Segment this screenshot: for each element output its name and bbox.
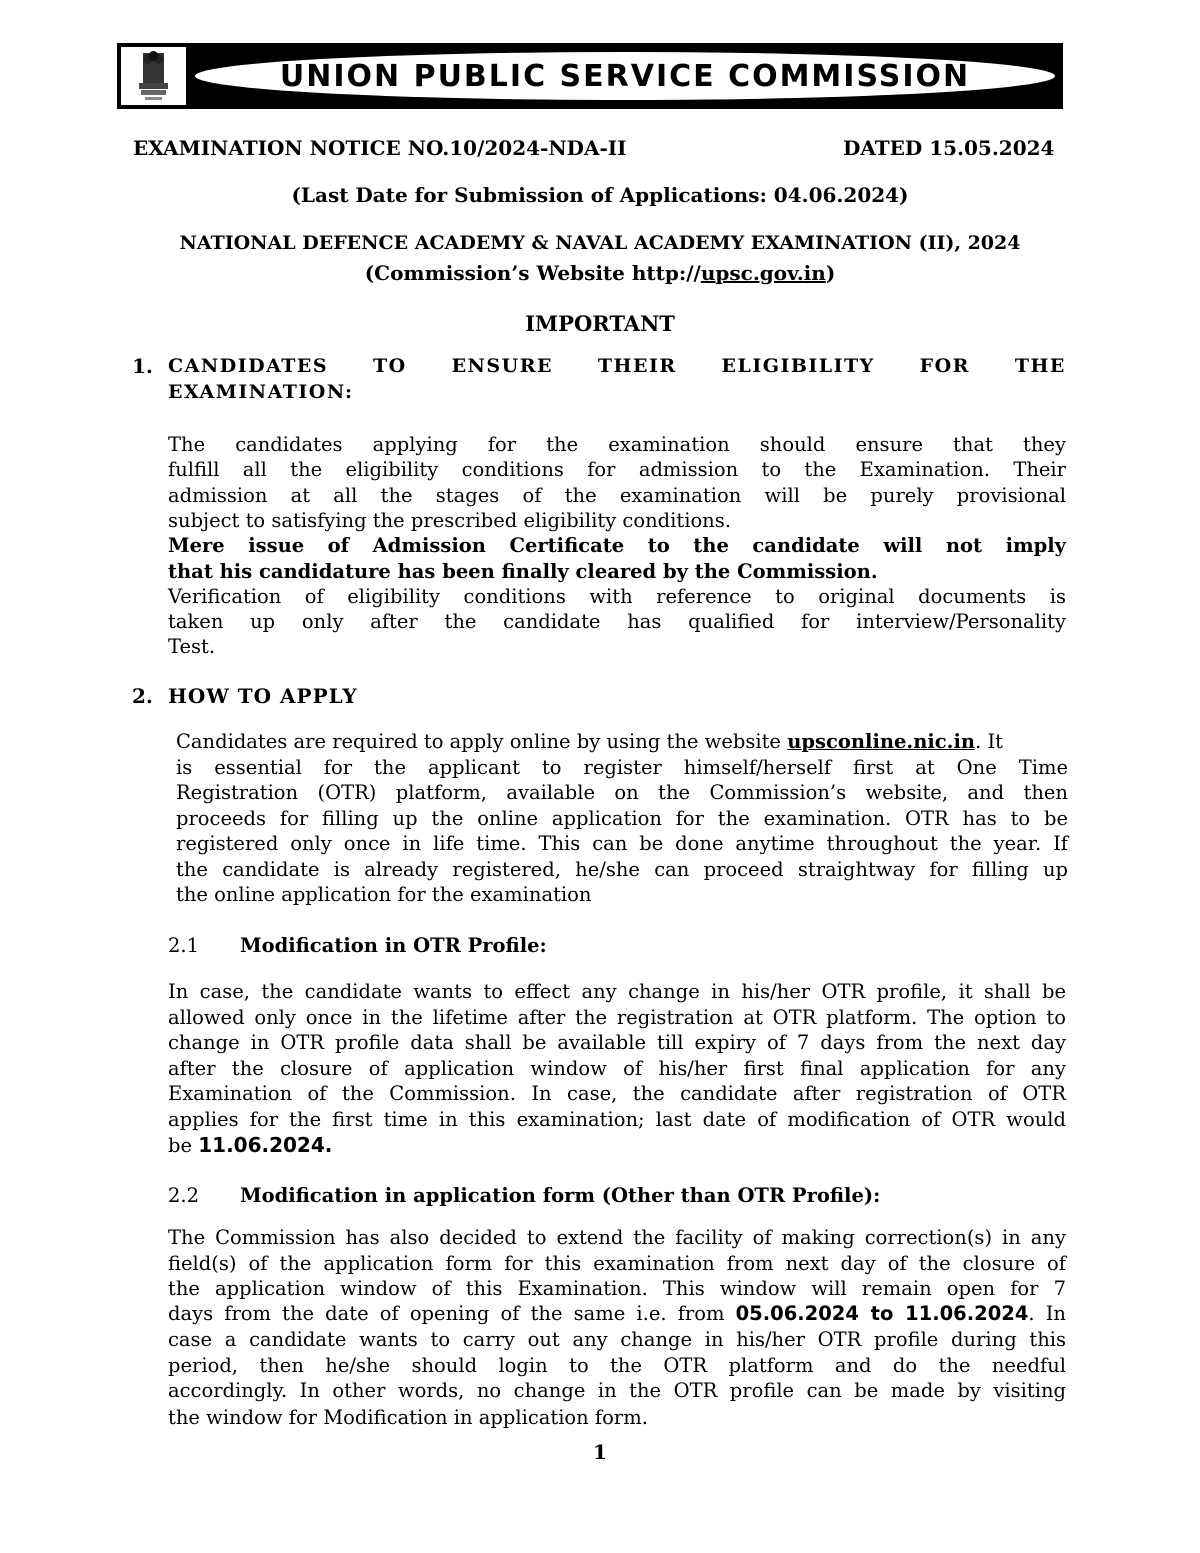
section-1-heading-word: CANDIDATES: [168, 355, 329, 377]
admission-certificate-warning: that his candidature has been finally cleared by the Commission.: [168, 559, 878, 583]
verification-text-line: taken up only after the candidate has qualified for interview/Personality: [168, 610, 1066, 634]
section-2-2-text-line: field(s) of the application form for this examination from next day of the closure of: [168, 1251, 1066, 1275]
section-2-2-text-line: The Commission has also decided to extend the facility of making correction(s) in any: [168, 1226, 1066, 1249]
banner-title-oval: [195, 52, 1055, 100]
admission-certificate-warning: Mere issue of Admission Certificate to the candidate will not imply: [168, 534, 1066, 558]
section-2-1-heading: Modification in OTR Profile:: [240, 934, 547, 957]
section-2-2-heading: Modification in application form (Other than OTR Profile):: [240, 1184, 881, 1207]
section-1-text-line: The candidates applying for the examination should ensure that they: [168, 433, 1066, 456]
correction-window-dates: 05.06.2024 to 11.06.2024: [735, 1302, 1029, 1325]
section-2-text-line: proceeds for filling up the online application for the examination. OTR has to be: [176, 806, 1068, 830]
section-2-text-line: the candidate is already registered, he/she can proceed straightway for filling up: [176, 857, 1068, 881]
section-1-heading-word: TO: [373, 355, 407, 377]
notice-number: EXAMINATION NOTICE NO.10/2024-NDA-II: [133, 136, 627, 160]
section-2-2-last-line: the window for Modification in application form.: [168, 1406, 648, 1429]
banner-title: UNION PUBLIC SERVICE COMMISSION: [279, 58, 971, 94]
exam-title: NATIONAL DEFENCE ACADEMY & NAVAL ACADEMY EXAMINATION (II), 2024: [179, 232, 1021, 254]
section-1-heading-word: FOR: [919, 355, 970, 377]
section-1-text-line: fulfill all the eligibility conditions for admission to the Examination. Their: [168, 458, 1066, 482]
section-2-1-text-line: change in OTR profile data shall be available till expiry of 7 days from the next day: [168, 1031, 1066, 1055]
section-2-1-number: 2.1: [168, 934, 200, 957]
important-heading: IMPORTANT: [525, 311, 675, 336]
section-2-text-line: registered only once in life time. This can be done anytime throughout the year. If: [176, 832, 1068, 855]
verification-text-line: Verification of eligibility conditions with reference to original documents is: [168, 584, 1066, 608]
section-2-text-line: is essential for the applicant to register himself/herself first at One Time: [176, 755, 1068, 779]
section-2-2-number: 2.2: [168, 1184, 200, 1207]
section-2-2-text-line: the application window of this Examination. This window will remain open for 7: [168, 1277, 1066, 1300]
section-1-text-line: subject to satisfying the prescribed eligibility conditions.: [168, 508, 731, 532]
national-emblem-icon: [121, 47, 186, 105]
section-2-number: 2.: [132, 684, 153, 708]
section-2-heading: HOW TO APPLY: [168, 684, 358, 708]
section-2-text-line: Registration (OTR) platform, available on the Commission’s website, and then: [176, 781, 1068, 804]
section-1-number: 1.: [132, 354, 153, 378]
section-2-2-dates-line: days from the date of opening of the same i.e. from 05.06.2024 to 11.06.2024. In: [168, 1302, 1066, 1325]
section-1-heading-word: ENSURE: [451, 355, 553, 377]
section-1-heading-line2: EXAMINATION:: [168, 381, 354, 403]
section-2-last-line: the online application for the examination: [176, 883, 592, 906]
section-2-2-text-line: case a candidate wants to carry out any change in his/her OTR profile during this: [168, 1328, 1066, 1351]
section-1-heading: [168, 354, 1066, 379]
section-2-1-last-line: be 11.06.2024.: [168, 1133, 333, 1157]
section-2-2-text-line: period, then he/she should login to the OTR platform and do the needful: [168, 1353, 1066, 1377]
notice-date: DATED 15.05.2024: [843, 136, 1055, 160]
last-date-notice: (Last Date for Submission of Applications: 04.06.2024): [291, 183, 909, 207]
section-1-heading-word: ELIGIBILITY: [721, 355, 875, 377]
section-1-heading-word: THEIR: [597, 355, 677, 377]
section-2-1-text-line: In case, the candidate wants to effect any change in his/her OTR profile, it shall be: [168, 980, 1066, 1003]
section-2-1-text-line: after the closure of application window of his/her first final application for any: [168, 1056, 1066, 1080]
website-link[interactable]: upsc.gov.in: [700, 261, 826, 285]
otr-modification-last-date: 11.06.2024.: [198, 1133, 333, 1157]
section-2-1-text-line: allowed only once in the lifetime after the registration at OTR platform. The option to: [168, 1005, 1066, 1029]
page-number: 1: [593, 1440, 607, 1464]
section-2-2-text-line: accordingly. In other words, no change in the OTR profile can be made by visiting: [168, 1379, 1066, 1402]
verification-text-line: Test.: [168, 635, 216, 659]
upsconline-link[interactable]: upsconline.nic.in: [787, 730, 976, 753]
upsc-banner: [117, 43, 1063, 109]
section-2-line-1: Candidates are required to apply online by using the website upsconline.nic.in. It: [176, 730, 1003, 753]
commission-website: (Commission’s Website http://upsc.gov.in): [364, 261, 836, 285]
section-2-1-text-line: Examination of the Commission. In case, the candidate after registration of OTR: [168, 1082, 1066, 1106]
section-2-1-text-line: applies for the first time in this examination; last date of modification of OTR would: [168, 1108, 1066, 1131]
section-1-text-line: admission at all the stages of the examination will be purely provisional: [168, 483, 1066, 507]
section-1-heading-word: THE: [1014, 355, 1066, 377]
